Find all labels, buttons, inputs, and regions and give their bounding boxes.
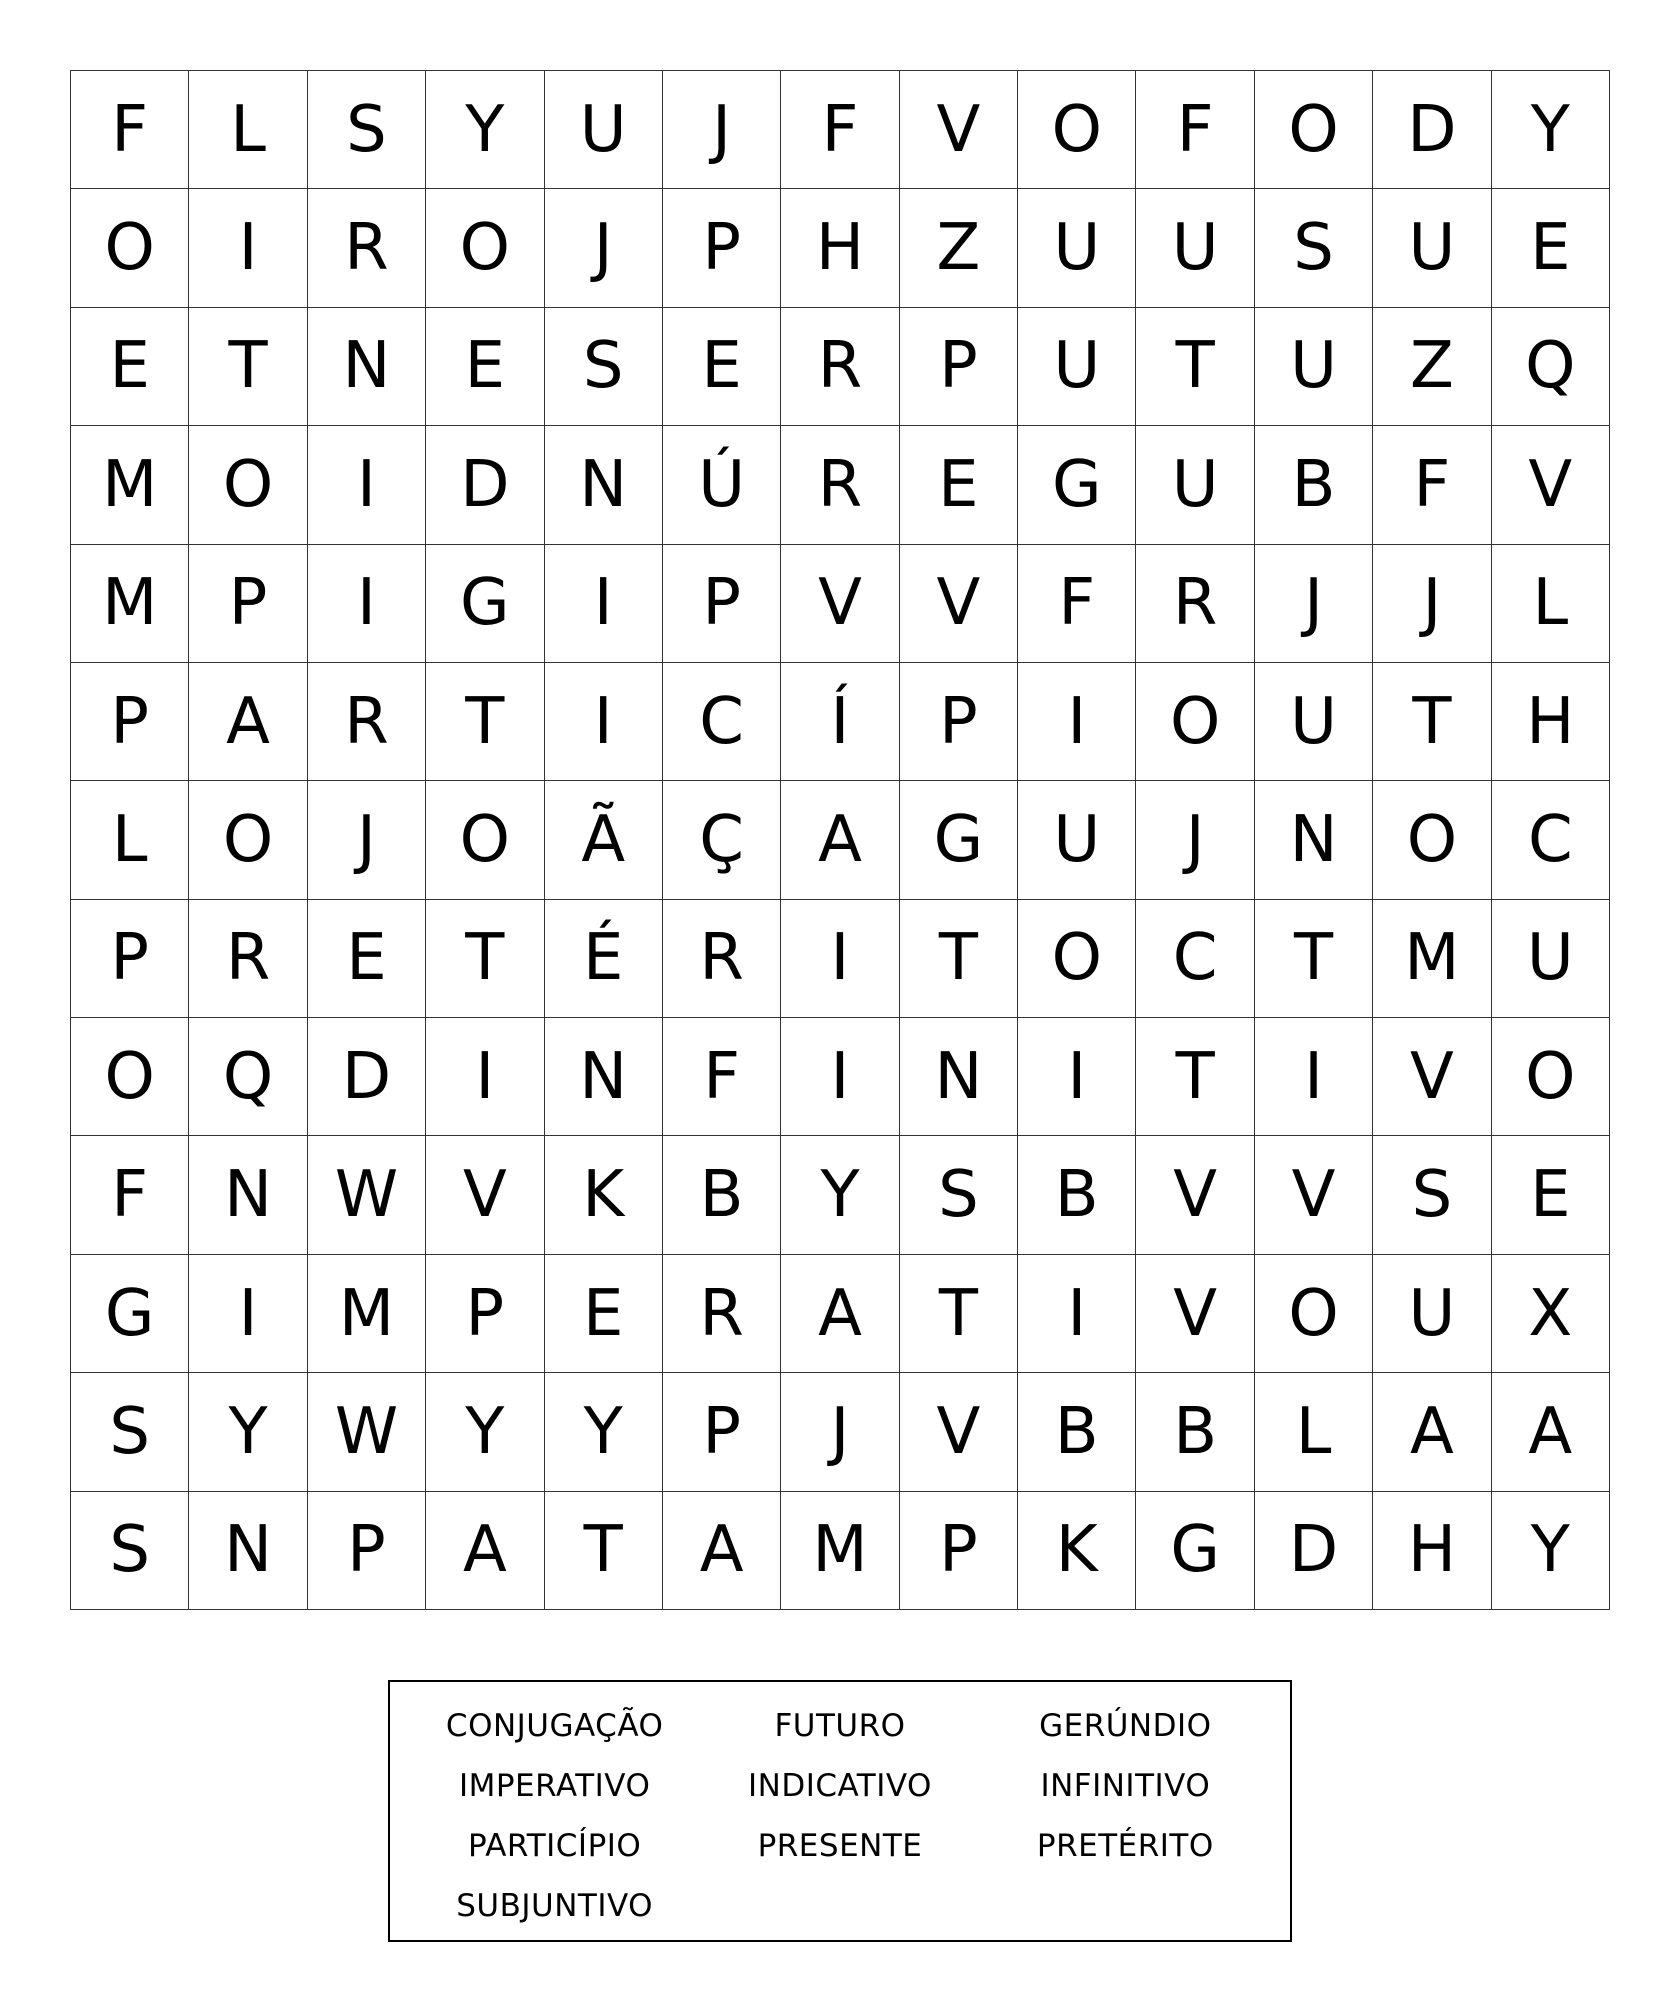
grid-cell[interactable]: W xyxy=(308,1136,426,1254)
grid-cell[interactable]: I xyxy=(308,426,426,544)
grid-cell[interactable]: T xyxy=(189,308,307,426)
grid-cell[interactable]: V xyxy=(426,1136,544,1254)
grid-cell[interactable]: T xyxy=(900,900,1018,1018)
grid-cell[interactable]: Y xyxy=(426,1373,544,1491)
grid-cell[interactable]: É xyxy=(545,900,663,1018)
grid-cell[interactable]: P xyxy=(426,1255,544,1373)
grid-cell[interactable]: O xyxy=(1018,900,1136,1018)
grid-cell[interactable]: U xyxy=(1255,663,1373,781)
grid-cell[interactable]: T xyxy=(1136,1018,1254,1136)
grid-cell[interactable]: E xyxy=(426,308,544,426)
grid-cell[interactable]: S xyxy=(1373,1136,1491,1254)
grid-cell[interactable]: S xyxy=(545,308,663,426)
grid-cell[interactable]: T xyxy=(900,1255,1018,1373)
grid-cell[interactable]: T xyxy=(545,1492,663,1610)
word-list-item: SUBJUNTIVO xyxy=(456,1888,654,1924)
grid-cell[interactable]: V xyxy=(1136,1136,1254,1254)
word-list-item: GERÚNDIO xyxy=(1039,1708,1212,1744)
grid-cell[interactable]: U xyxy=(545,71,663,189)
grid-cell[interactable]: S xyxy=(71,1492,189,1610)
grid-cell[interactable]: I xyxy=(1018,1255,1136,1373)
grid-cell[interactable]: O xyxy=(189,426,307,544)
grid-cell[interactable]: T xyxy=(426,663,544,781)
word-list xyxy=(388,1680,1292,1942)
grid-cell[interactable]: E xyxy=(1492,1136,1610,1254)
grid-cell[interactable]: J xyxy=(663,71,781,189)
grid-cell[interactable]: Y xyxy=(781,1136,899,1254)
grid-cell[interactable]: C xyxy=(663,663,781,781)
grid-cell[interactable]: E xyxy=(545,1255,663,1373)
grid-cell[interactable]: F xyxy=(71,71,189,189)
grid-cell[interactable]: I xyxy=(1018,663,1136,781)
grid-cell[interactable]: M xyxy=(1373,900,1491,1018)
grid-cell[interactable]: H xyxy=(1373,1492,1491,1610)
grid-cell[interactable]: E xyxy=(308,900,426,1018)
grid-cell[interactable]: A xyxy=(663,1492,781,1610)
grid-cell[interactable]: J xyxy=(1136,781,1254,899)
grid-cell[interactable]: P xyxy=(71,900,189,1018)
grid-cell[interactable]: F xyxy=(663,1018,781,1136)
grid-cell[interactable]: I xyxy=(1018,1018,1136,1136)
grid-cell[interactable]: A xyxy=(426,1492,544,1610)
grid-cell[interactable]: K xyxy=(1018,1492,1136,1610)
word-list-item: PRETÉRITO xyxy=(1036,1828,1214,1864)
grid-cell[interactable]: I xyxy=(308,545,426,663)
grid-cell[interactable]: D xyxy=(426,426,544,544)
grid-cell[interactable]: A xyxy=(781,781,899,899)
grid-cell[interactable]: P xyxy=(663,189,781,307)
grid-cell[interactable]: L xyxy=(189,71,307,189)
grid-cell[interactable]: J xyxy=(1255,545,1373,663)
word-list-item: CONJUGAÇÃO xyxy=(445,1708,664,1744)
grid-cell[interactable]: Z xyxy=(900,189,1018,307)
grid-cell[interactable]: V xyxy=(900,545,1018,663)
grid-cell[interactable]: V xyxy=(900,1373,1018,1491)
grid-cell[interactable]: B xyxy=(1136,1373,1254,1491)
grid-cell[interactable]: O xyxy=(71,1018,189,1136)
grid-cell[interactable]: Ú xyxy=(663,426,781,544)
grid-cell[interactable]: U xyxy=(1136,189,1254,307)
word-list-item: PARTICÍPIO xyxy=(468,1828,642,1864)
grid-cell[interactable]: V xyxy=(781,545,899,663)
grid-cell[interactable]: V xyxy=(900,71,1018,189)
grid-cell[interactable]: W xyxy=(308,1373,426,1491)
grid-cell[interactable]: I xyxy=(781,900,899,1018)
grid-cell[interactable]: R xyxy=(308,189,426,307)
grid-cell[interactable]: M xyxy=(308,1255,426,1373)
grid-cell[interactable]: Y xyxy=(426,71,544,189)
grid-cell[interactable]: U xyxy=(1018,189,1136,307)
grid-cell[interactable]: S xyxy=(900,1136,1018,1254)
grid-cell[interactable]: T xyxy=(426,900,544,1018)
grid-cell[interactable]: P xyxy=(189,545,307,663)
word-list-item: INDICATIVO xyxy=(748,1768,932,1804)
grid-cell[interactable]: O xyxy=(1018,71,1136,189)
grid-cell[interactable]: U xyxy=(1018,781,1136,899)
grid-cell[interactable]: E xyxy=(1492,189,1610,307)
grid-cell[interactable]: R xyxy=(781,426,899,544)
grid-cell[interactable]: F xyxy=(71,1136,189,1254)
grid-cell[interactable]: R xyxy=(781,308,899,426)
grid-cell[interactable]: V xyxy=(1373,1018,1491,1136)
grid-cell[interactable]: M xyxy=(781,1492,899,1610)
grid-cell[interactable]: E xyxy=(900,426,1018,544)
grid-cell[interactable]: T xyxy=(1373,663,1491,781)
grid-cell[interactable]: R xyxy=(663,1255,781,1373)
word-list-item: FUTURO xyxy=(774,1708,906,1744)
grid-cell[interactable]: L xyxy=(1492,545,1610,663)
grid-cell[interactable]: V xyxy=(1492,426,1610,544)
grid-cell[interactable]: I xyxy=(545,545,663,663)
grid-cell[interactable]: D xyxy=(308,1018,426,1136)
grid-cell[interactable]: G xyxy=(426,545,544,663)
grid-cell[interactable]: E xyxy=(71,308,189,426)
grid-cell[interactable]: L xyxy=(71,781,189,899)
grid-cell[interactable]: P xyxy=(900,1492,1018,1610)
grid-cell[interactable]: F xyxy=(1018,545,1136,663)
grid-cell[interactable]: J xyxy=(308,781,426,899)
grid-cell[interactable]: C xyxy=(1492,781,1610,899)
grid-cell[interactable]: Q xyxy=(189,1018,307,1136)
grid-cell[interactable]: R xyxy=(1136,545,1254,663)
grid-cell[interactable]: Q xyxy=(1492,308,1610,426)
grid-cell[interactable]: N xyxy=(900,1018,1018,1136)
grid-cell[interactable]: A xyxy=(189,663,307,781)
grid-cell[interactable]: G xyxy=(1018,426,1136,544)
grid-cell[interactable]: G xyxy=(900,781,1018,899)
grid-cell[interactable]: N xyxy=(1255,781,1373,899)
grid-cell[interactable]: I xyxy=(781,1018,899,1136)
grid-cell[interactable]: I xyxy=(545,663,663,781)
grid-cell[interactable]: L xyxy=(1255,1373,1373,1491)
grid-cell[interactable]: N xyxy=(308,308,426,426)
grid-cell[interactable]: O xyxy=(1255,1255,1373,1373)
word-list-item: INFINITIVO xyxy=(1040,1768,1211,1804)
grid-cell[interactable]: P xyxy=(900,308,1018,426)
grid-cell[interactable]: O xyxy=(71,189,189,307)
grid-cell[interactable]: Í xyxy=(781,663,899,781)
grid-cell[interactable]: G xyxy=(71,1255,189,1373)
grid-cell[interactable]: Y xyxy=(189,1373,307,1491)
grid-cell[interactable]: B xyxy=(1255,426,1373,544)
grid-cell[interactable]: G xyxy=(1136,1492,1254,1610)
grid-cell[interactable]: P xyxy=(900,663,1018,781)
grid-cell[interactable]: O xyxy=(1373,781,1491,899)
grid-cell[interactable]: X xyxy=(1492,1255,1610,1373)
word-list-item: PRESENTE xyxy=(757,1828,923,1864)
grid-cell[interactable]: P xyxy=(663,1373,781,1491)
grid-cell[interactable]: I xyxy=(189,189,307,307)
grid-cell[interactable]: H xyxy=(1492,663,1610,781)
grid-cell[interactable]: T xyxy=(1136,308,1254,426)
grid-cell[interactable]: H xyxy=(781,189,899,307)
grid-cell[interactable]: O xyxy=(1492,1018,1610,1136)
grid-cell[interactable]: U xyxy=(1018,308,1136,426)
grid-cell[interactable]: N xyxy=(189,1136,307,1254)
grid-cell[interactable]: S xyxy=(71,1373,189,1491)
grid-cell[interactable]: F xyxy=(1373,426,1491,544)
grid-cell[interactable]: I xyxy=(189,1255,307,1373)
grid-cell[interactable]: A xyxy=(1492,1373,1610,1491)
grid-cell[interactable]: O xyxy=(189,781,307,899)
grid-cell[interactable]: J xyxy=(781,1373,899,1491)
grid-cell[interactable]: R xyxy=(189,900,307,1018)
grid-cell[interactable]: B xyxy=(1018,1136,1136,1254)
grid-cell[interactable]: O xyxy=(426,189,544,307)
grid-cell[interactable]: I xyxy=(426,1018,544,1136)
grid-cell[interactable]: P xyxy=(663,545,781,663)
grid-cell[interactable]: U xyxy=(1373,1255,1491,1373)
grid-cell[interactable]: O xyxy=(426,781,544,899)
grid-cell[interactable]: N xyxy=(189,1492,307,1610)
grid-cell[interactable]: J xyxy=(1373,545,1491,663)
grid-cell[interactable]: R xyxy=(663,900,781,1018)
grid-cell[interactable]: C xyxy=(1136,900,1254,1018)
grid-cell[interactable]: N xyxy=(545,1018,663,1136)
grid-cell[interactable]: O xyxy=(1136,663,1254,781)
grid-cell[interactable]: S xyxy=(1255,189,1373,307)
grid-cell[interactable]: U xyxy=(1255,308,1373,426)
grid-cell[interactable]: F xyxy=(1136,71,1254,189)
grid-cell[interactable]: N xyxy=(545,426,663,544)
grid-cell[interactable]: O xyxy=(1255,71,1373,189)
grid-cell[interactable]: A xyxy=(1373,1373,1491,1491)
grid-cell[interactable]: A xyxy=(781,1255,899,1373)
grid-cell[interactable]: V xyxy=(1255,1136,1373,1254)
grid-cell[interactable]: U xyxy=(1373,189,1491,307)
grid-cell[interactable]: Ç xyxy=(663,781,781,899)
grid-cell[interactable]: U xyxy=(1136,426,1254,544)
grid-cell[interactable]: M xyxy=(71,545,189,663)
grid-cell[interactable]: B xyxy=(1018,1373,1136,1491)
grid-cell[interactable]: M xyxy=(71,426,189,544)
grid-cell[interactable]: T xyxy=(1255,900,1373,1018)
grid-cell[interactable]: E xyxy=(663,308,781,426)
grid-cell[interactable]: I xyxy=(1255,1018,1373,1136)
grid-cell[interactable]: Y xyxy=(1492,71,1610,189)
grid-cell[interactable]: V xyxy=(1136,1255,1254,1373)
grid-cell[interactable]: P xyxy=(308,1492,426,1610)
grid-cell[interactable]: F xyxy=(781,71,899,189)
grid-cell[interactable]: D xyxy=(1373,71,1491,189)
grid-cell[interactable]: S xyxy=(308,71,426,189)
grid-cell[interactable]: Y xyxy=(545,1373,663,1491)
grid-cell[interactable]: P xyxy=(71,663,189,781)
grid-cell[interactable]: K xyxy=(545,1136,663,1254)
grid-cell[interactable]: R xyxy=(308,663,426,781)
grid-cell[interactable]: Y xyxy=(1492,1492,1610,1610)
grid-cell[interactable]: Z xyxy=(1373,308,1491,426)
grid-cell[interactable]: J xyxy=(545,189,663,307)
grid-cell[interactable]: U xyxy=(1492,900,1610,1018)
word-list-item: IMPERATIVO xyxy=(458,1768,651,1804)
grid-cell[interactable]: B xyxy=(663,1136,781,1254)
grid-cell[interactable]: D xyxy=(1255,1492,1373,1610)
letter-grid xyxy=(70,70,1610,1610)
grid-cell[interactable]: Ã xyxy=(545,781,663,899)
